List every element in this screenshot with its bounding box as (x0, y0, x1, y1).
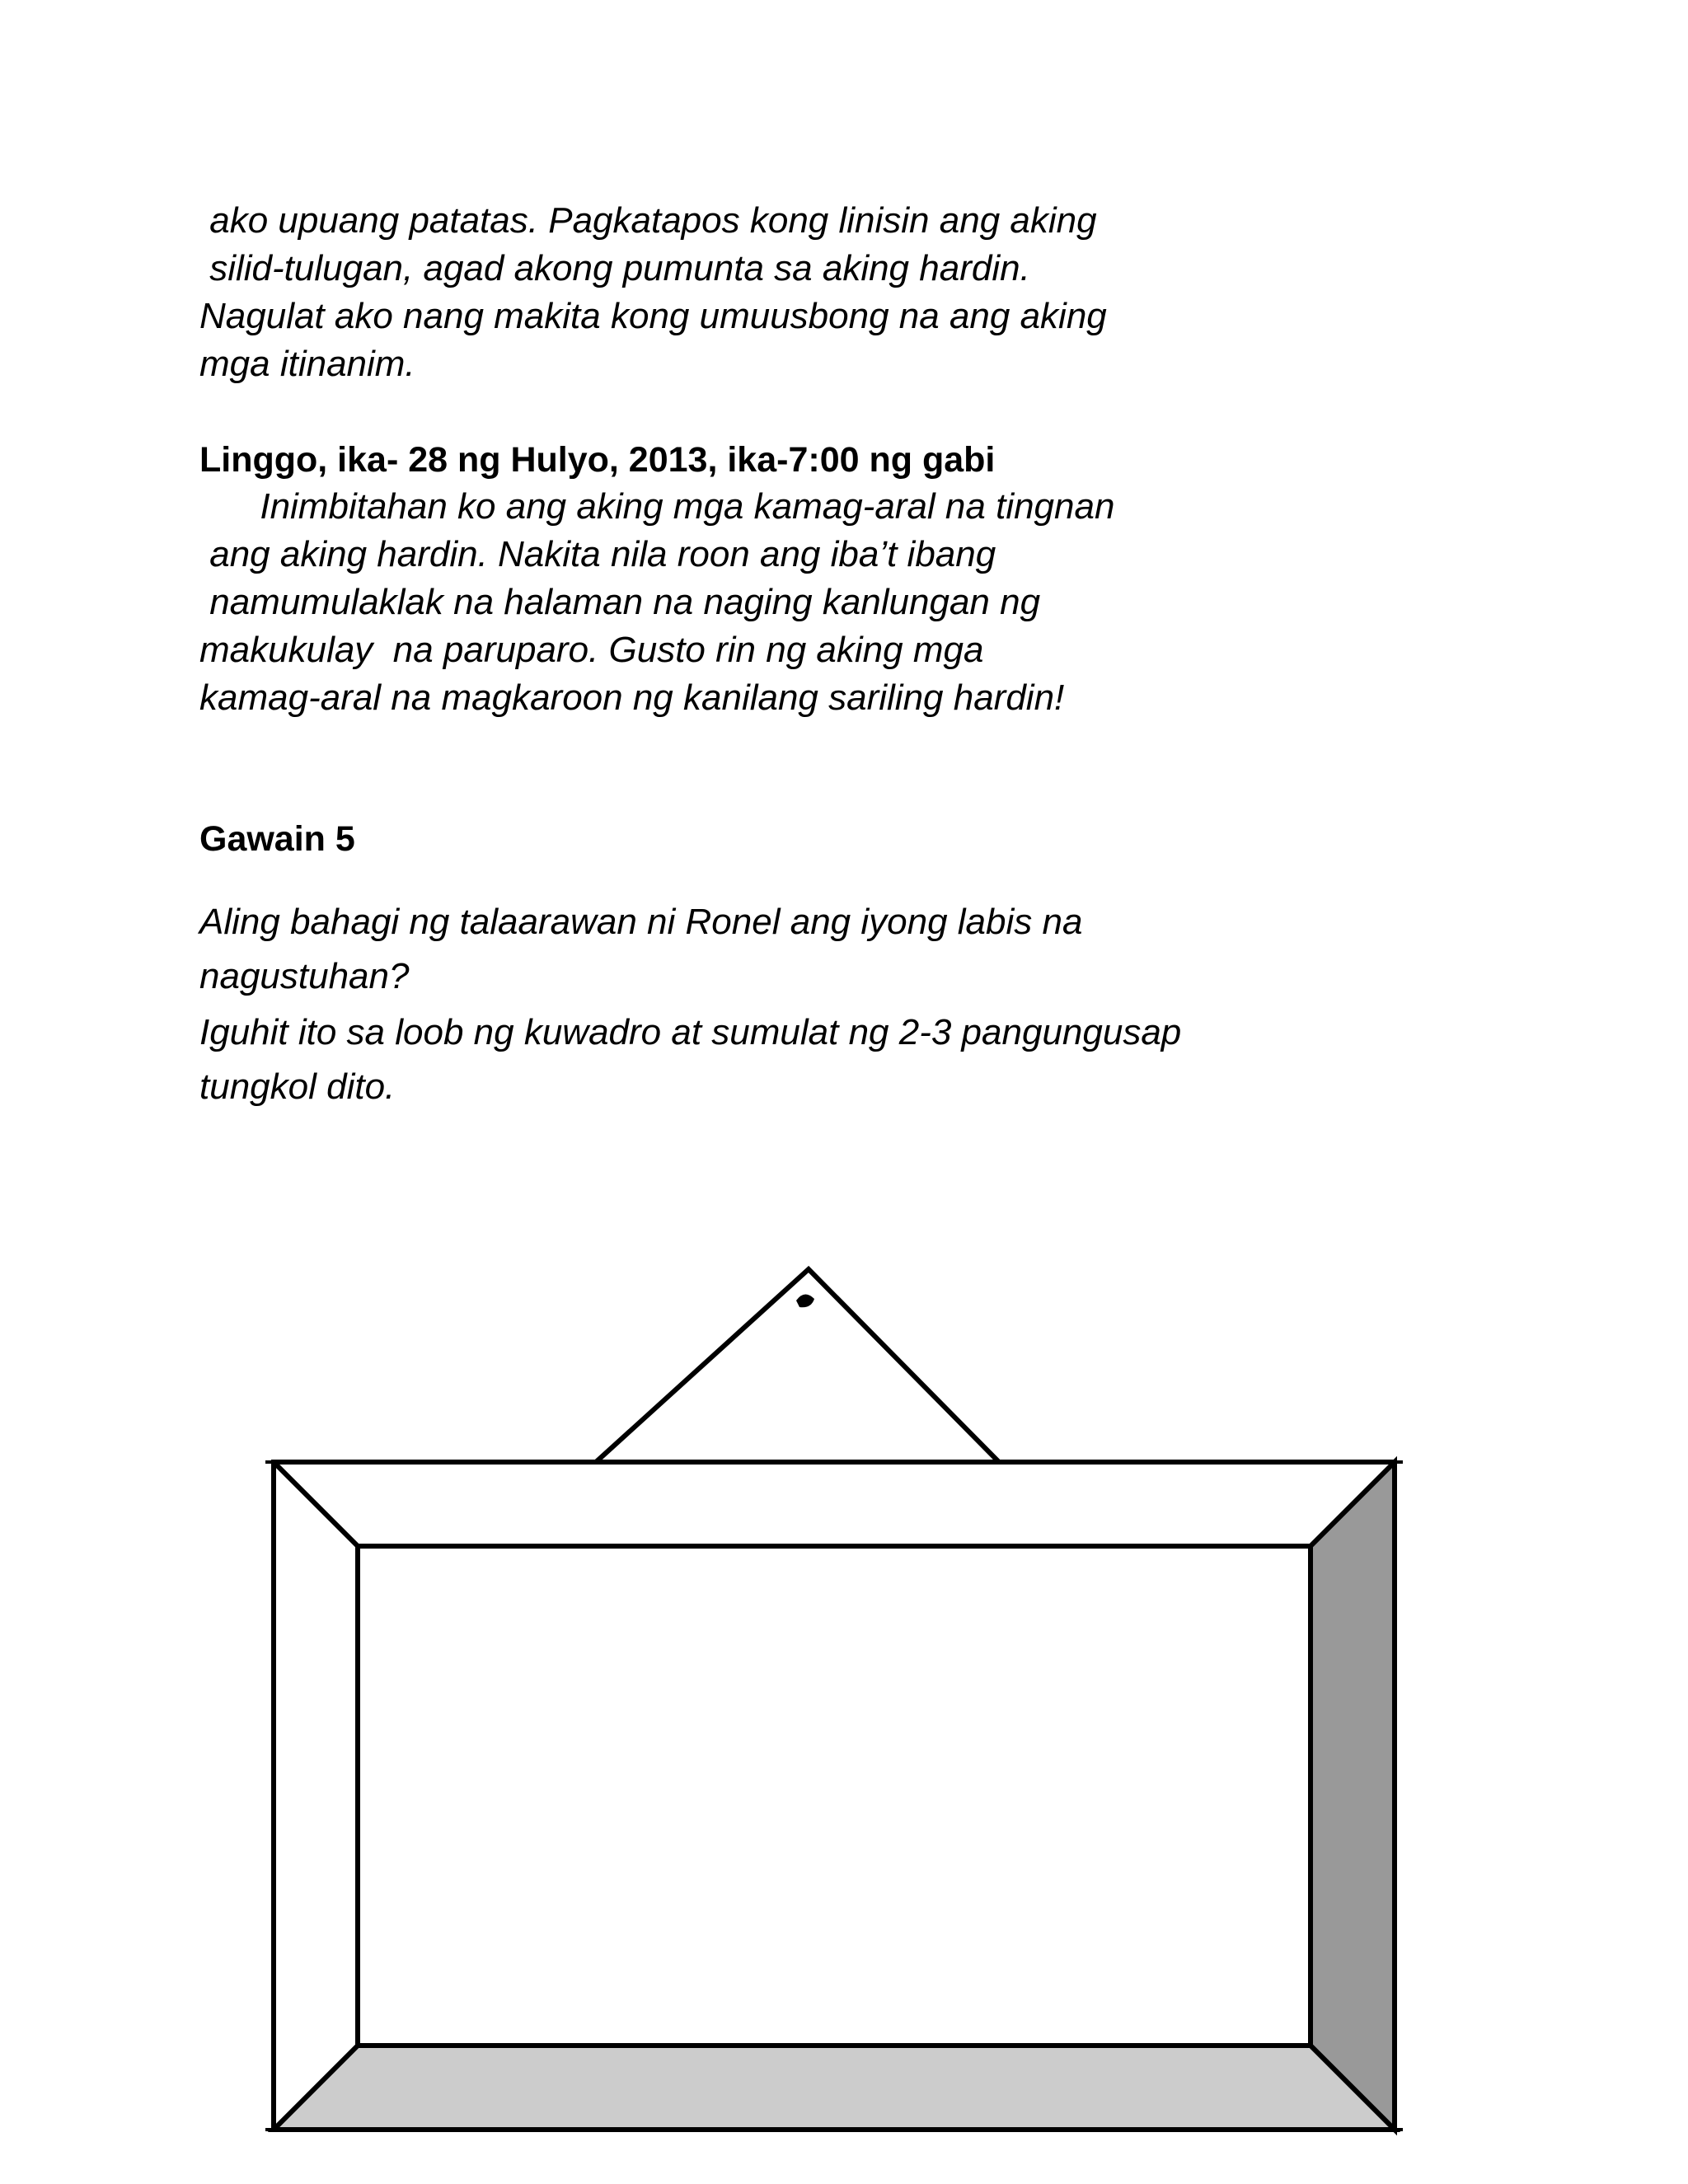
hanging-string (596, 1269, 999, 1462)
entry-line: makukulay na paruparo. Gusto rin ng aking mga (199, 630, 984, 670)
activity-instruction-line: Iguhit ito sa loob ng kuwadro at sumulat ng 2-3 pangungusap (199, 1012, 1182, 1052)
nail-icon (796, 1294, 814, 1307)
frame-bottom-bevel (274, 2046, 1395, 2130)
entry-date-heading: Linggo, ika- 28 ng Hulyo, 2013, ika-7:00 ng gabi (199, 440, 996, 480)
entry-line: mga itinanim. (199, 344, 415, 384)
frame-right-bevel (1311, 1462, 1395, 2130)
entry-line: ang aking hardin. Nakita nila roon ang iba’t ibang (199, 534, 996, 574)
drawing-area[interactable] (358, 1546, 1311, 2046)
entry-line: Nagulat ako nang makita kong umuusbong na ang aking (199, 296, 1107, 336)
entry-line: kamag-aral na magkaroon ng kanilang sariling hardin! (199, 677, 1065, 718)
activity-instruction-line: tungkol dito. (199, 1066, 396, 1107)
activity-instruction-line: Aling bahagi ng talaarawan ni Ronel ang iyong labis na (199, 902, 1083, 942)
entry-line: namumulaklak na halaman na naging kanlungan ng (199, 582, 1041, 622)
entry-line: silid-tulugan, agad akong pumunta sa aking hardin. (199, 248, 1030, 288)
activity-instruction-line: nagustuhan? (199, 956, 410, 996)
entry-line: Inimbitahan ko ang aking mga kamag-aral na tingnan (199, 486, 1115, 527)
activity-heading: Gawain 5 (199, 819, 355, 859)
entry-line: ako upuang patatas. Pagkatapos kong linisin ang aking (199, 200, 1097, 241)
